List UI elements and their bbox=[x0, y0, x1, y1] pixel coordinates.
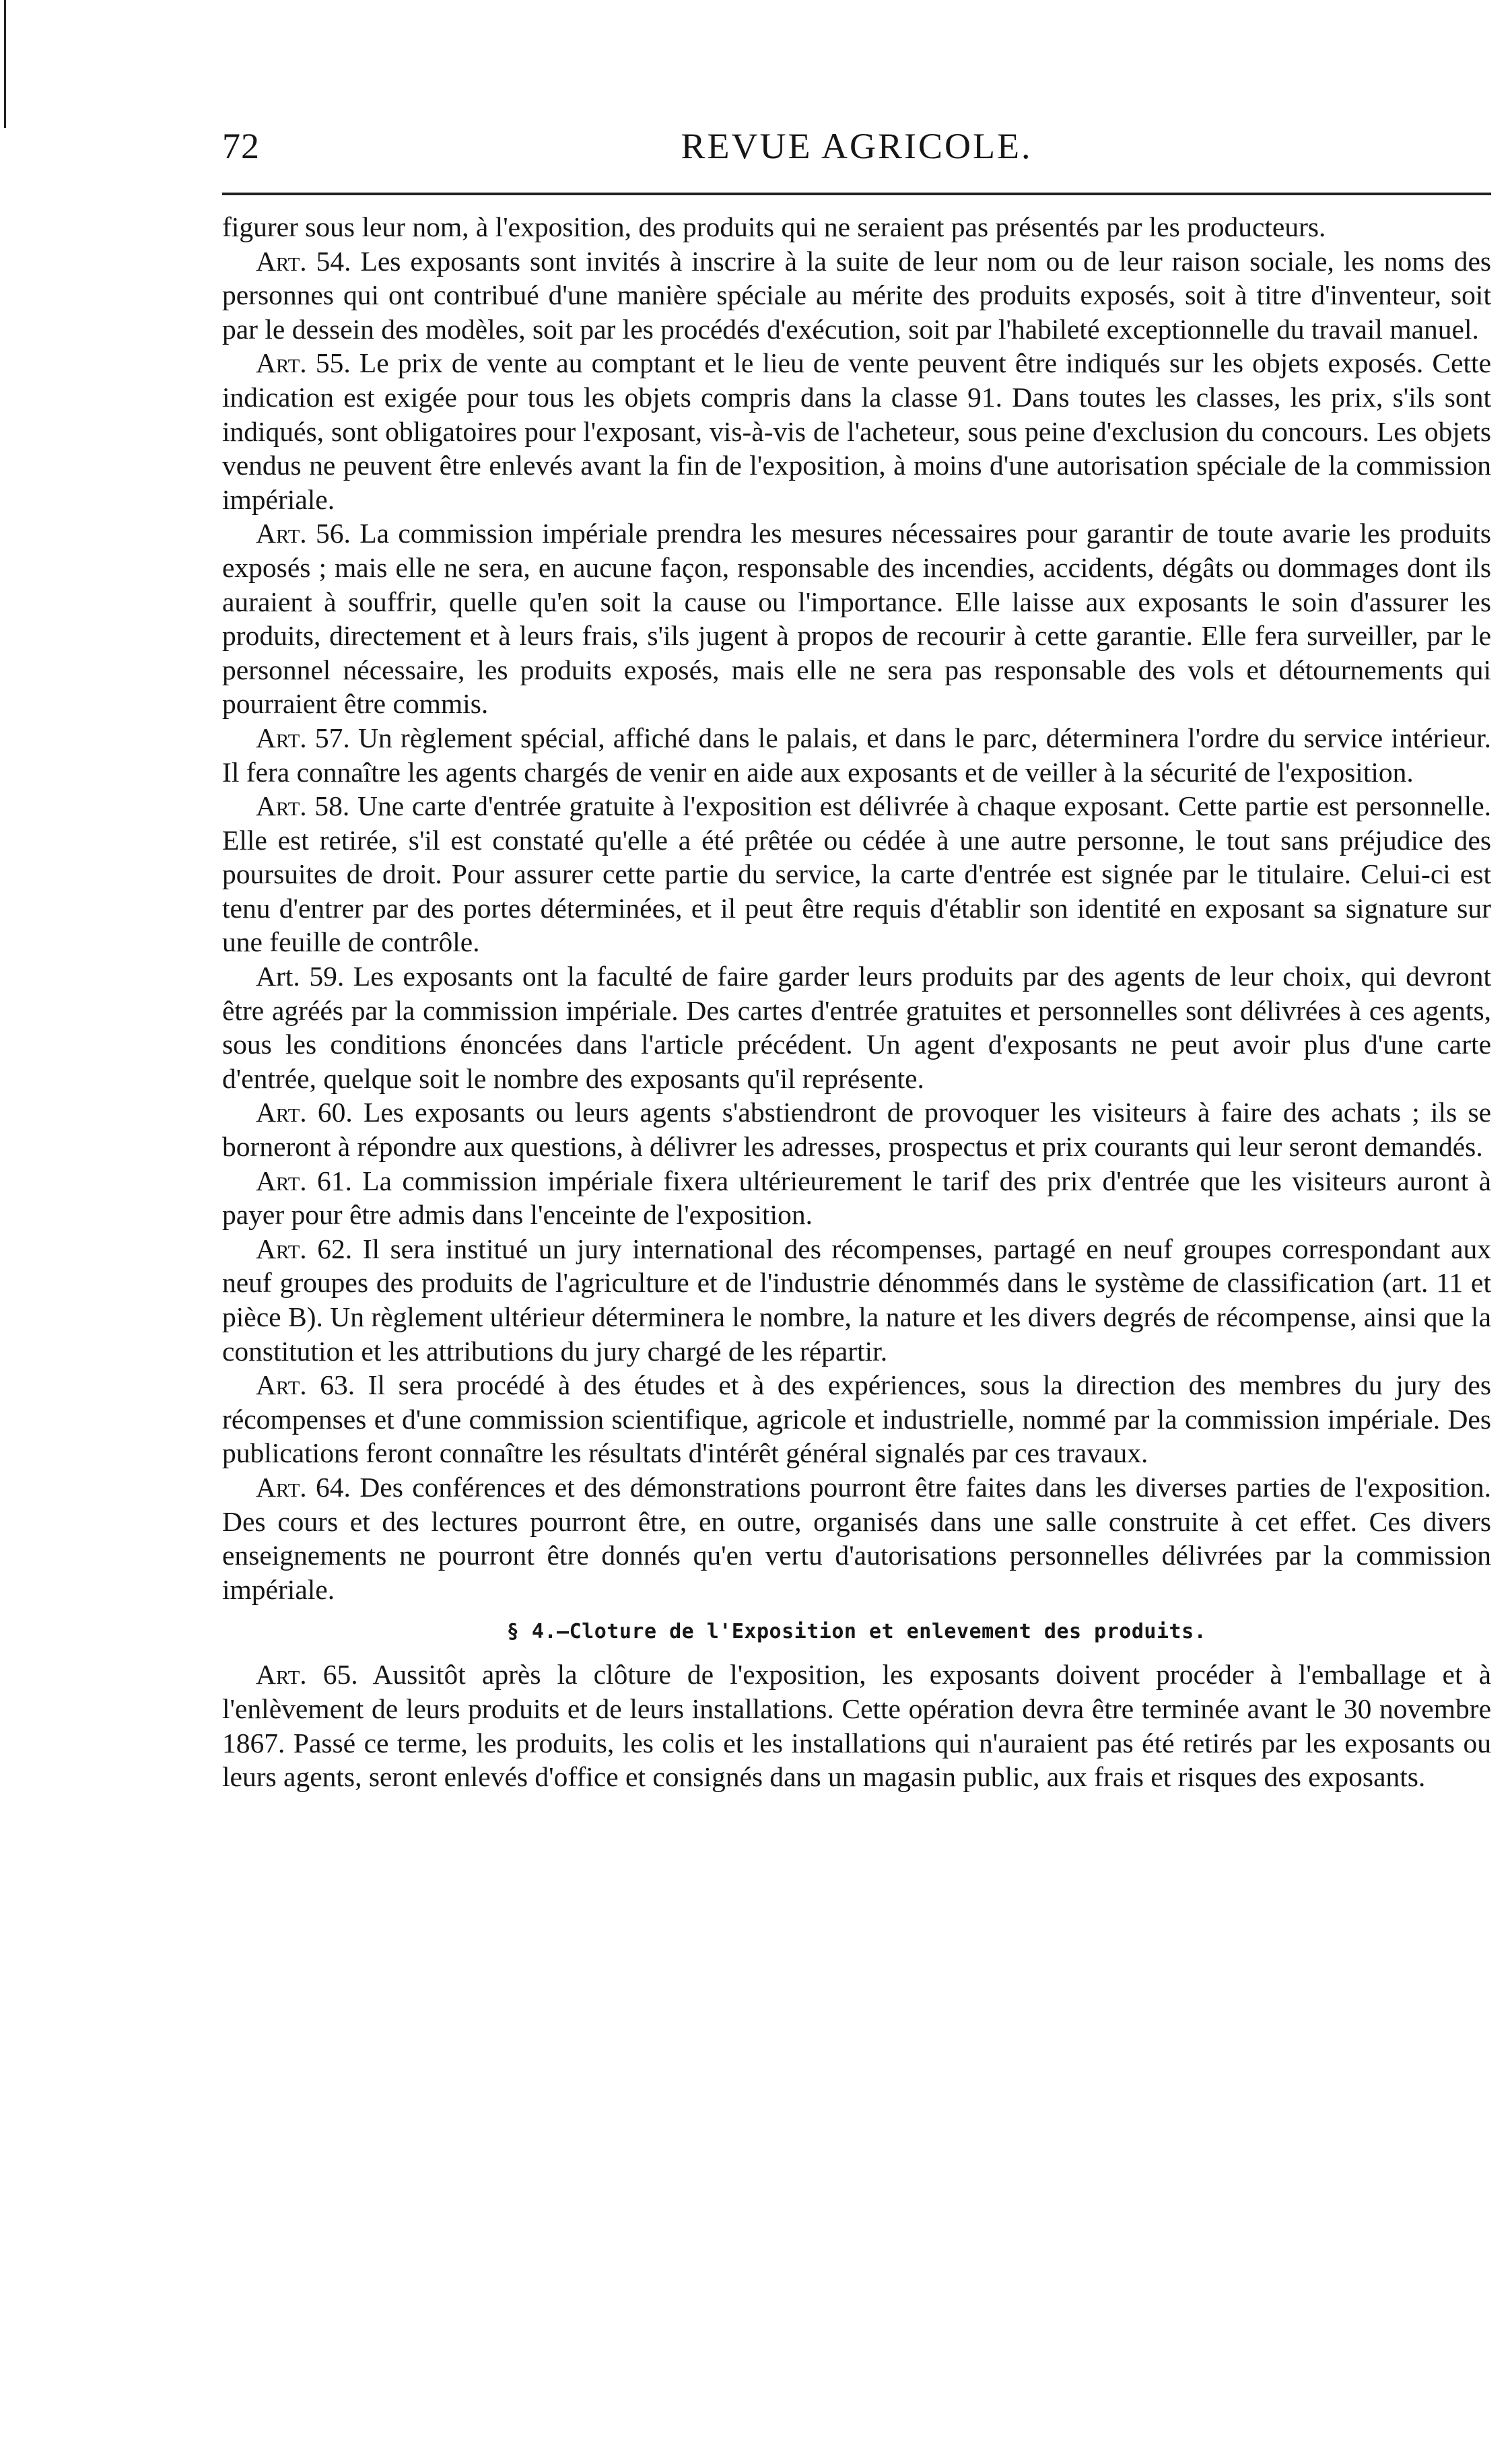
article-text: La commission impériale prendra les mesures nécessaires pour garantir de toute avarie les produits exposés ; mais elle ne sera, en aucune façon, responsable des incendies, accidents, dégâts ou dommages dont ils auraient à souffrir, quelle qu'en soit la cause ou l'importance. Elle laisse aux exposants le soin d'assurer les produits, directement et à leurs frais, s'ils jugent à propos de recourir à cette garantie. Elle fera surveiller, par le personnel nécessaire, les produits exposés, mais elle ne sera pas responsable des vols et détournements qui pourraient être commis. bbox=[222, 518, 1492, 720]
article-label: Art. 54. bbox=[256, 245, 351, 277]
article-61 bbox=[222, 1164, 1491, 1232]
article-text: Des conférences et des démonstrations pourront être faites dans les diverses parties de l'exposition. Des cours et des lectures pourront être, en outre, organisés dans une salle construite à cet effet. Ces divers enseignements ne pourront être donnés qu'en vertu d'autorisations personnelles délivrées par la commission impériale. bbox=[222, 1471, 1492, 1605]
page-header bbox=[222, 118, 1491, 172]
article-text: Les exposants ou leurs agents s'abstiendront de provoquer les visiteurs à faire des achats ; ils se borneront à répondre aux questions, à délivrer les adresses, prospectus et prix courants qui leur seront demandés. bbox=[222, 1097, 1492, 1163]
article-57 bbox=[222, 721, 1491, 789]
article-label: Art. 59. bbox=[256, 961, 345, 992]
article-label: Art. 63. bbox=[256, 1369, 355, 1401]
article-label: Art. 60. bbox=[256, 1097, 353, 1128]
article-58 bbox=[222, 789, 1491, 959]
article-56 bbox=[222, 516, 1491, 721]
article-text: Le prix de vente au comptant et le lieu de vente peuvent être indiqués sur les objets exposés. Cette indication est exigée pour tous les objets compris dans la classe 91. Dans toutes les classes, les prix, s'ils sont indiqués, sont obligatoires pour l'exposant, vis-à-vis de l'acheteur, sous peine d'exclusion du concours. Les objets vendus ne peuvent être enlevés avant la fin de l'exposition, à moins d'une autorisation spéciale de la commission impériale. bbox=[222, 347, 1491, 515]
article-60 bbox=[222, 1095, 1491, 1163]
article-label: Art. 65. bbox=[256, 1659, 358, 1691]
article-label: Art. 58. bbox=[256, 790, 350, 822]
article-text: Il sera procédé à des études et à des expériences, sous la direction des membres du jury des récompenses et d'une commission scientifique, agricole et industrielle, nommé par la commission impériale. Des publications feront connaître les résultats d'intérêt général signalés par ces travaux. bbox=[222, 1369, 1491, 1469]
paragraph-text: figurer sous leur nom, à l'exposition, des produits qui ne seraient pas présentés par les producteurs. bbox=[222, 211, 1326, 242]
article-text: Un règlement spécial, affiché dans le palais, et dans le parc, déterminera l'ordre du service intérieur. Il fera connaître les agents chargés de venir en aide aux exposants et de veiller à la sécurité de l'exposition. bbox=[222, 722, 1491, 788]
article-label: Art. 64. bbox=[256, 1471, 351, 1503]
paragraph-continuation bbox=[222, 210, 1491, 244]
article-text: Une carte d'entrée gratuite à l'exposition est délivrée à chaque exposant. Cette partie est personnelle. Elle est retirée, s'il est constaté qu'elle a été prêtée ou cédée à une autre personne, le tout sans préjudice des poursuites de droit. Pour assurer cette partie du service, la carte d'entrée est signée par le titulaire. Celui-ci est tenu d'entrer par des portes déterminées, et il peut être requis d'établir son identité en exposant sa signature sur une feuille de contrôle. bbox=[222, 790, 1491, 958]
running-title: REVUE AGRICOLE. bbox=[681, 126, 1033, 166]
article-62 bbox=[222, 1232, 1491, 1368]
article-55 bbox=[222, 346, 1491, 516]
article-54 bbox=[222, 244, 1491, 347]
article-59 bbox=[222, 959, 1491, 1095]
article-label: Art. 61. bbox=[256, 1165, 352, 1196]
page-body bbox=[222, 210, 1491, 1794]
article-label: Art. 62. bbox=[256, 1233, 353, 1264]
article-text: Les exposants sont invités à inscrire à la suite de leur nom ou de leur raison sociale, les noms des personnes qui ont contribué d'une manière spéciale au mérite des produits exposés, soit à titre d'inventeur, soit par le dessein des modèles, soit par les procédés d'exécution, soit par l'habileté exceptionnelle du travail manuel. bbox=[222, 245, 1492, 345]
article-label: Art. 55. bbox=[256, 347, 351, 379]
article-63 bbox=[222, 1368, 1491, 1470]
article-label: Art. 56. bbox=[256, 518, 351, 549]
article-64 bbox=[222, 1470, 1491, 1606]
article-label: Art. 57. bbox=[256, 722, 350, 753]
scan-margin-line bbox=[4, 0, 6, 128]
page-number: 72 bbox=[222, 126, 260, 166]
article-text: Les exposants ont la faculté de faire garder leurs produits par des agents de leur choix, qui devront être agréés par la commission impériale. Des cartes d'entrée gratuites et personnelles sont délivrées à ces agents, sous les conditions énoncées dans l'article précédent. Un agent d'exposants ne peut avoir plus d'une carte d'entrée, quelque soit le nombre des exposants qu'il représente. bbox=[222, 961, 1491, 1094]
header-rule bbox=[222, 193, 1491, 195]
article-text: Aussitôt après la clôture de l'exposition, les exposants doivent procéder à l'emballage et à l'enlèvement de leurs produits et de leurs installations. Cette opération devra être terminée avant le 30 novembre 1867. Passé ce terme, les produits, les colis et les installations qui n'auraient pas été retirés par les exposants ou leurs agents, seront enlevés d'office et consignés dans un magasin public, aux frais et risques des exposants. bbox=[222, 1659, 1491, 1793]
article-text: Il sera institué un jury international des récompenses, partagé en neuf groupes correspondant aux neuf groupes des produits de l'agriculture et de l'industrie dénommés dans le système de classification (art. 11 et pièce B). Un règlement ultérieur déterminera le nombre, la nature et les divers degrés de récompense, ainsi que la constitution et les attributions du jury chargé de les répartir. bbox=[222, 1233, 1491, 1367]
article-text: La commission impériale fixera ultérieurement le tarif des prix d'entrée que les visiteurs auront à payer pour être admis dans l'enceinte de l'exposition. bbox=[222, 1165, 1491, 1231]
article-65 bbox=[222, 1658, 1491, 1794]
section-heading: § 4.—Cloture de l'Exposition et enlevement des produits. bbox=[506, 1620, 1207, 1644]
